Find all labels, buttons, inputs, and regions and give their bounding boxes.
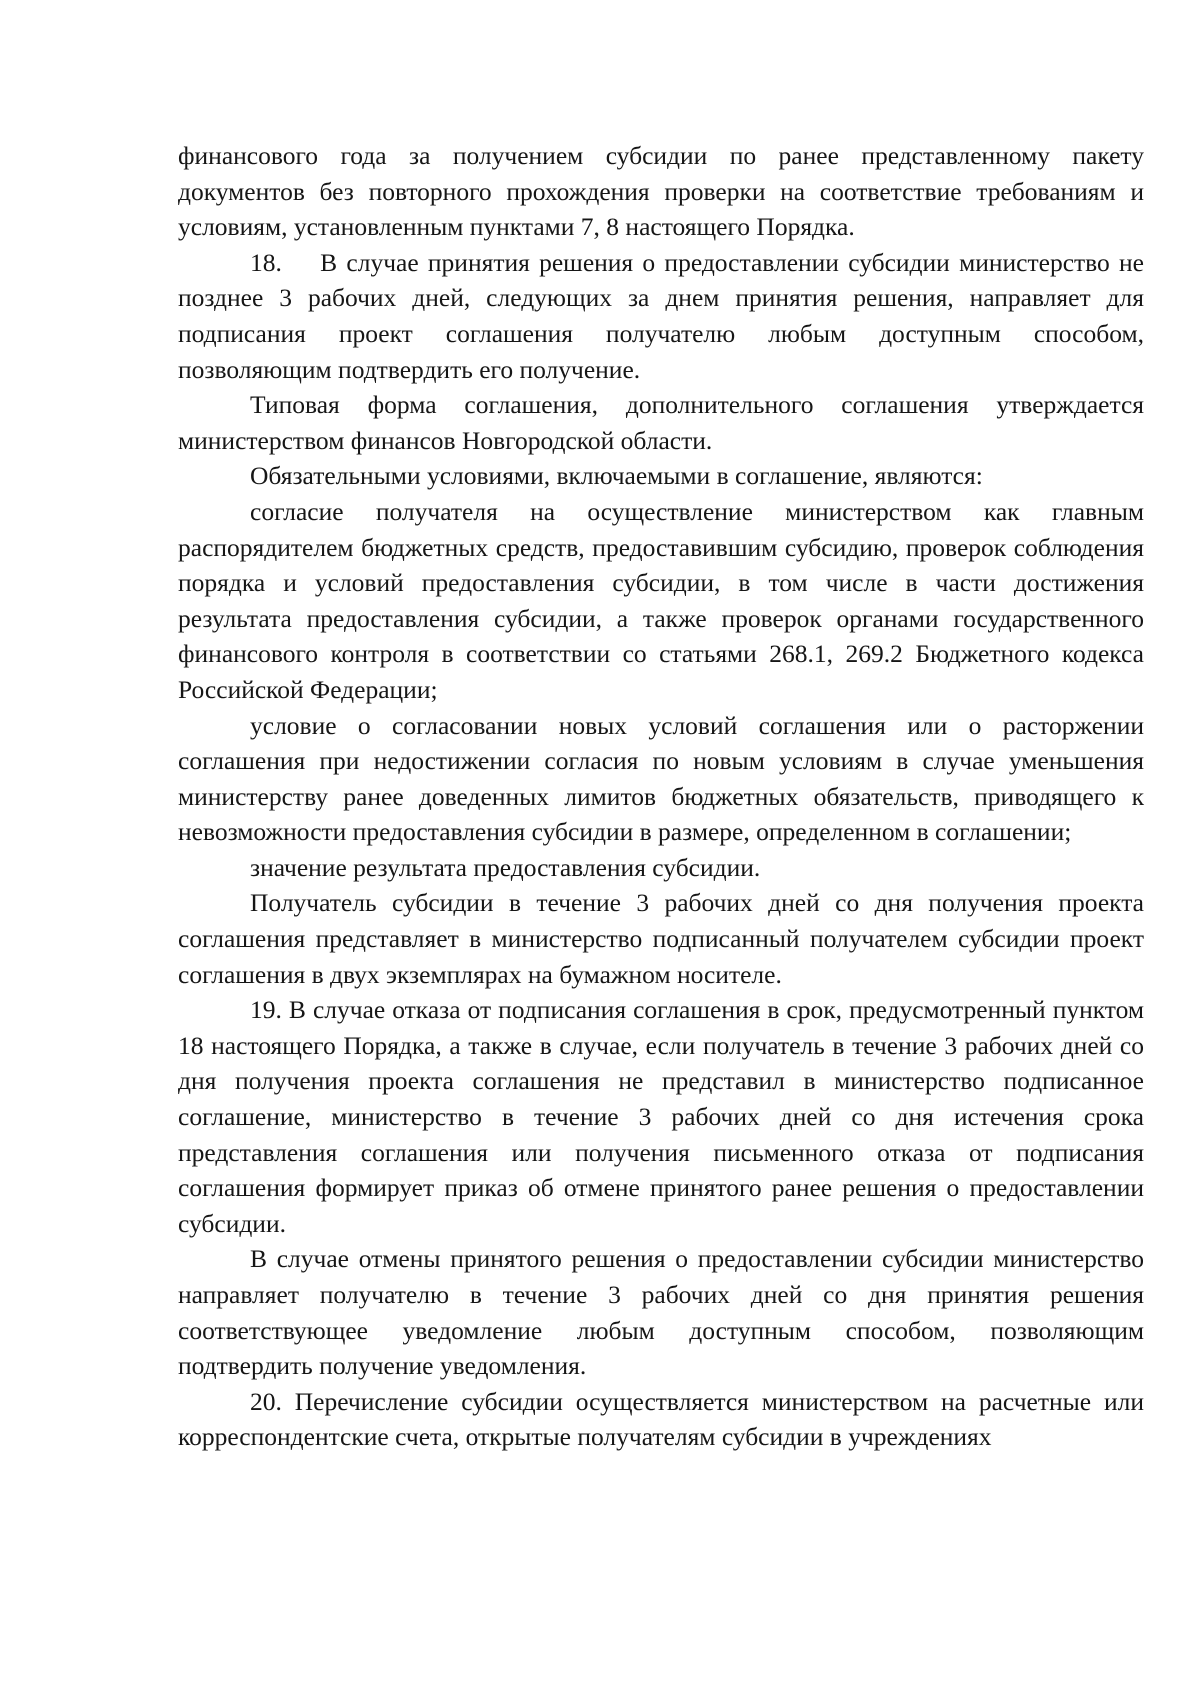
paragraph-continuation: финансового года за получением субсидии по ранее представленному пакету документов без повторного прохождения проверки на соответствие требованиям и условиям, установленным пунктами 7, 8 настоящего Порядка. — [178, 141, 1144, 242]
paragraph-item-18: 18. В случае принятия решения о предоставлении субсидии министерство не позднее 3 рабочих дней, следующих за днем принятия решения, направляет для подписания проект соглашения получателю любым доступным способом, позволяющим подтвердить его получение. — [178, 247, 1144, 384]
paragraph-item-20: 20. Перечисление субсидии осуществляется министерством на расчетные или корреспондентские счета, открытые получателям субсидии в учреждениях — [178, 1386, 1144, 1452]
document-body — [178, 138, 1144, 1455]
paragraph-item-19: 19. В случае отказа от подписания соглашения в срок, предусмотренный пунктом 18 настоящего Порядка, а также в случае, если получатель в течение 3 рабочих дней со дня получения проекта соглашения не представил в министерство подписанное соглашение, министерство в течение 3 рабочих дней со дня истечения срока представления соглашения или получения письменного отказа от подписания соглашения формирует приказ об отмене принятого ранее решения о предоставлении субсидии. — [178, 995, 1144, 1238]
paragraph-recipient-signing: Получатель субсидии в течение 3 рабочих дней со дня получения проекта соглашения представляет в министерство подписанный получателем субсидии проект соглашения в двух экземплярах на бумажном носителе. — [178, 888, 1144, 989]
paragraph-condition-result-value: значение результата предоставления субсидии. — [250, 852, 761, 882]
paragraph-mandatory-conditions: Обязательными условиями, включаемыми в соглашение, являются: — [250, 461, 983, 491]
paragraph-cancellation-notice: В случае отмены принятого решения о предоставлении субсидии министерство направляет получателю в течение 3 рабочих дней со дня принятия решения соответствующее уведомление любым доступным способом, позволяющим подтвердить получение уведомления. — [178, 1244, 1144, 1381]
paragraph-condition-renegotiation: условие о согласовании новых условий соглашения или о расторжении соглашения при недостижении согласия по новым условиям в случае уменьшения министерству ранее доведенных лимитов бюджетных обязательств, приводящего к невозможности предоставления субсидии в размере, определенном в соглашении; — [178, 710, 1144, 847]
paragraph-condition-consent: согласие получателя на осуществление министерством как главным распорядителем бюджетных средств, предоставившим субсидию, проверок соблюдения порядка и условий предоставления субсидии, в том числе в части достижения результата предоставления субсидии, а также проверок органами государственного финансового контроля в соответствии со статьями 268.1, 269.2 Бюджетного кодекса Российской Федерации; — [178, 496, 1144, 704]
paragraph-agreement-form: Типовая форма соглашения, дополнительного соглашения утверждается министерством финансов Новгородской области. — [178, 390, 1144, 455]
